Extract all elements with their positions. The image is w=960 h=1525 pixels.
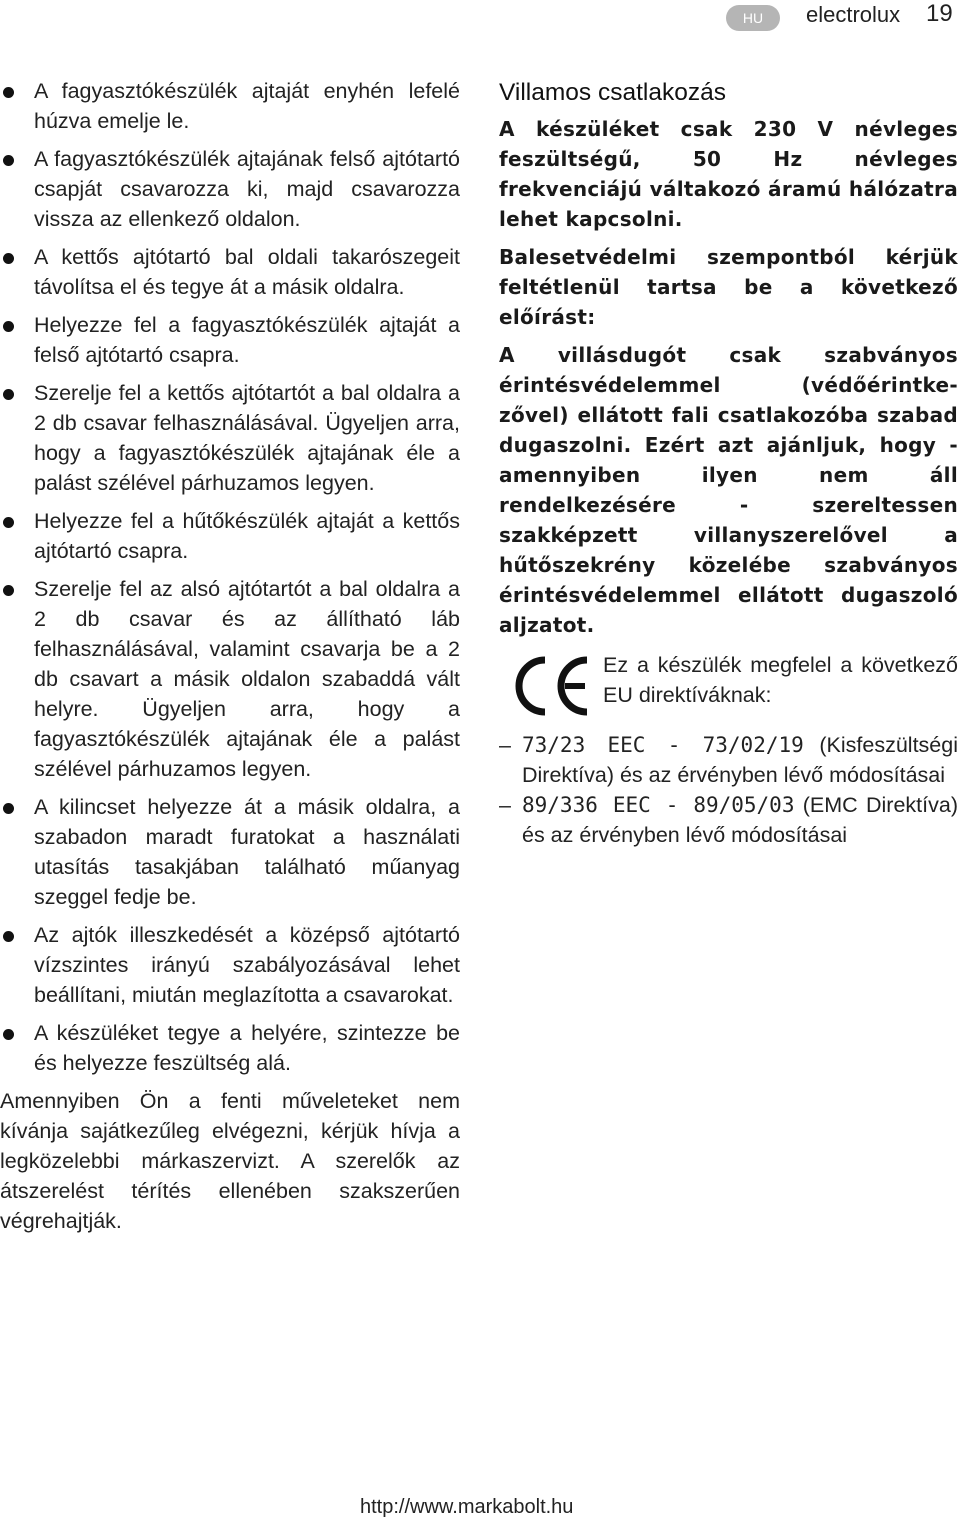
bullet-icon [3, 517, 14, 528]
footer-url: http://www.markabolt.hu [360, 1496, 574, 1518]
voltage-paragraph: A készüléket csak 230 V névleges feszültségű, 50 Hz névleges frekvenciájú váltakozó áramú hálózatra lehet kapcsolni. [499, 117, 958, 231]
list-item-text: A fagyasztókészülék ajtaját enyhén lefelé húzva emelje le. [34, 79, 460, 133]
directive-description: (EMC Direktíva) és az érvényben lévő módosításai [522, 793, 958, 847]
directive-item [499, 790, 958, 850]
list-item-text: Szerelje fel a kettős ajtótartót a bal oldalra a 2 db csavar felhasználásával. Ügyeljen arra, hogy a fagyasztókészülék ajtajának éle a palást szélével párhuzamos legyen. [34, 381, 460, 495]
directive-code: 89/336 EEC - 89/05/03 [522, 793, 795, 817]
list-item [0, 1018, 460, 1078]
ce-mark-icon [507, 654, 595, 718]
instruction-list [0, 76, 460, 1078]
list-item-text: Helyezze fel a fagyasztókészülék ajtaját a felső ajtótartó csapra. [34, 313, 460, 367]
list-item-text: Helyezze fel a hűtőkészülék ajtaját a kettős ajtótartó csapra. [34, 509, 460, 563]
bullet-icon [3, 87, 14, 98]
bullet-icon [3, 253, 14, 264]
directive-description: (Kisfeszültségi Direktíva) és az érvényben lévő módosításai [522, 733, 958, 787]
bullet-icon [3, 585, 14, 596]
list-item [0, 76, 460, 136]
list-item [0, 574, 460, 784]
dash-marker: – [499, 793, 511, 817]
ce-conformity [499, 650, 958, 720]
ce-statement: Ez a készülék megfelel a következő EU direktíváknak: [603, 653, 958, 707]
directive-item [499, 730, 958, 790]
directive-list [499, 730, 958, 850]
list-item-text: Az ajtók illeszkedését a középső ajtótartó vízszintes irányú szabályozásával lehet beállítani, miután meglazította a csavarokat. [34, 923, 460, 1007]
left-column [0, 76, 460, 1258]
bullet-icon [3, 931, 14, 942]
safety-intro-paragraph: Balesetvédelmi szempontból kérjük feltétlenül tartsa be a következő előírást: [499, 245, 958, 329]
list-item [0, 506, 460, 566]
list-item [0, 378, 460, 498]
list-item-text: A fagyasztókészülék ajtajának felső ajtótartó csapját csavarozza ki, majd csavarozza vissza az ellenkező oldalon. [34, 147, 460, 231]
closing-paragraph: Amennyiben Ön a fenti műveleteket nem kívánja sajátkezűleg elvégezni, kérjük hívja a legközelebbi márkaszervizt. A szerelők az átszerelést térítés ellenében szakszerűen végrehajtják. [0, 1089, 460, 1233]
bullet-icon [3, 321, 14, 332]
list-item-text: A készüléket tegye a helyére, szintezze be és helyezze feszültség alá. [34, 1021, 460, 1075]
list-item-text: Szerelje fel az alsó ajtótartót a bal oldalra a 2 db csavar és az állítható láb felhasználásával, valamint csavarja be a 2 db csavart a másik oldalon szabaddá vált helyre. Ügyeljen arra, hogy a fagyasztókészülék ajtajának éle a palást szélével párhuzamos legyen. [34, 577, 460, 781]
brand-name: electrolux [806, 2, 901, 27]
bullet-icon [3, 389, 14, 400]
list-item [0, 792, 460, 912]
list-item [0, 920, 460, 1010]
page-number: 19 [926, 0, 953, 27]
list-item [0, 310, 460, 370]
list-item [0, 144, 460, 234]
page-header [0, 0, 960, 36]
bullet-icon [3, 803, 14, 814]
plug-paragraph: A villásdugót csak szabványos érintésvédelemmel (védőérintke- zővel) ellátott fali csatlakozóba szabad dugaszolni. Ezért azt ajánljuk, hogy - amennyiben ilyen nem áll rendelkezésére - szereltessen szakképzett villanyszerelővel a hűtőszekrény közelébe szabványos érintésvédelemmel ellátott dugaszoló aljzatot. [499, 343, 958, 637]
section-title: Villamos csatlakozás [499, 79, 726, 106]
bullet-icon [3, 155, 14, 166]
list-item-text: A kettős ajtótartó bal oldali takarószegeit távolítsa el és tegye át a másik oldalra. [34, 245, 460, 299]
bullet-icon [3, 1029, 14, 1040]
dash-marker: – [499, 733, 511, 757]
language-badge: HU [726, 5, 780, 31]
right-column [499, 76, 958, 850]
list-item-text: A kilincset helyezze át a másik oldalra, a szabadon maradt furatokat a használati utasítás tasakjában található műanyag szeggel fedje be. [34, 795, 460, 909]
list-item [0, 242, 460, 302]
directive-code: 73/23 EEC - 73/02/19 [522, 733, 804, 757]
